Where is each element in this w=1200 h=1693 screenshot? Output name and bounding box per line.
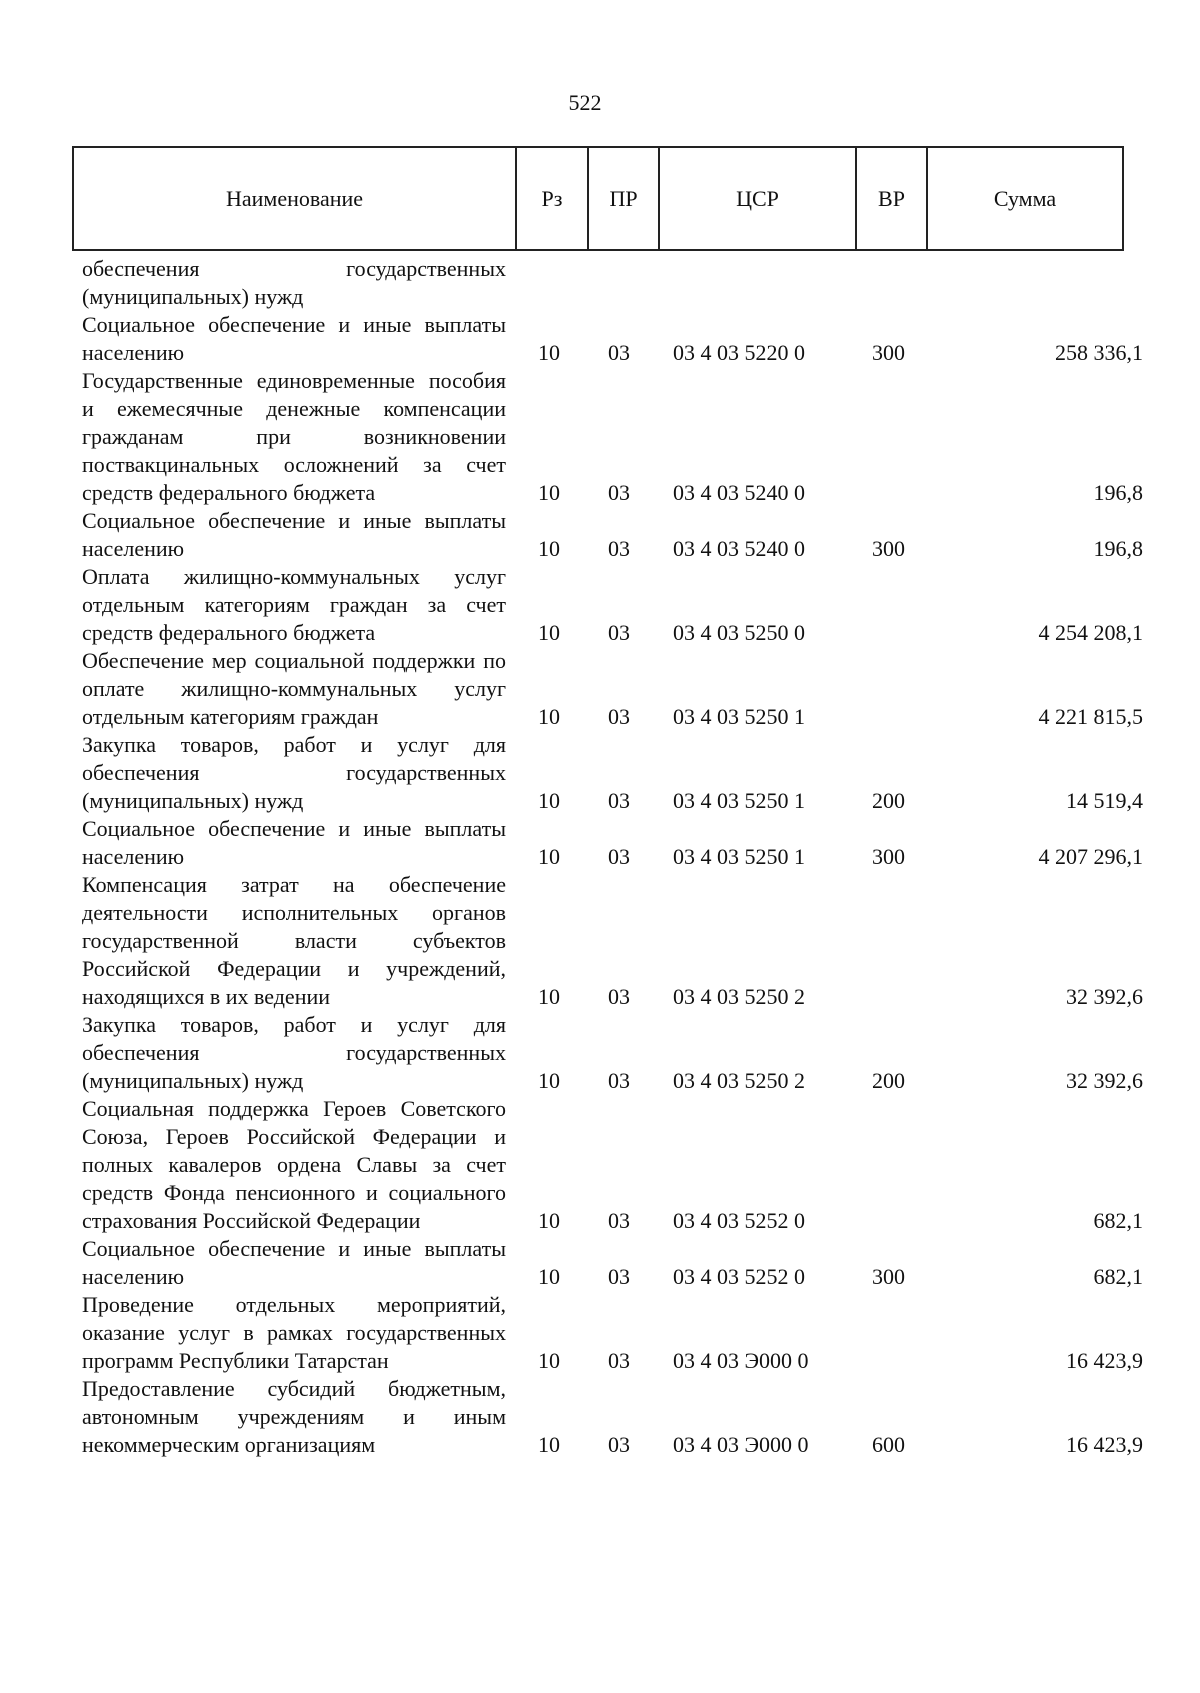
row-pr: 03 <box>608 620 630 645</box>
row-csr: 03 4 03 5250 2 <box>673 1068 805 1093</box>
row-sum: 4 221 815,5 <box>1038 704 1143 729</box>
row-sum: 14 519,4 <box>1066 788 1143 813</box>
row-name: Предоставление субсидий бюджетным, автономным учреждениям и иным некоммерческим организациям <box>82 1376 506 1457</box>
table-row <box>0 507 1200 563</box>
table-row <box>0 563 1200 647</box>
table-row <box>0 1095 1200 1235</box>
row-rz: 10 <box>538 1068 560 1093</box>
row-vr: 200 <box>872 1068 905 1093</box>
row-name: Закупка товаров, работ и услуг для обеспечения государственных (муниципальных) нужд <box>82 1012 506 1093</box>
row-pr: 03 <box>608 480 630 505</box>
table-row <box>0 815 1200 871</box>
row-sum: 196,8 <box>1093 536 1143 561</box>
row-sum: 682,1 <box>1093 1208 1143 1233</box>
row-rz: 10 <box>538 480 560 505</box>
row-rz: 10 <box>538 1348 560 1373</box>
header-sum: Сумма <box>993 185 1057 211</box>
row-pr: 03 <box>608 788 630 813</box>
row-sum: 32 392,6 <box>1066 984 1143 1009</box>
row-pr: 03 <box>608 1432 630 1457</box>
table-row <box>0 1011 1200 1095</box>
row-rz: 10 <box>538 1208 560 1233</box>
table-row <box>0 1291 1200 1375</box>
row-sum: 196,8 <box>1093 480 1143 505</box>
header-pr: ПР <box>589 148 660 249</box>
table-row <box>0 1235 1200 1291</box>
header-vr: ВР <box>857 148 928 249</box>
row-vr: 300 <box>872 844 905 869</box>
row-csr: 03 4 03 5250 1 <box>673 844 805 869</box>
table-row <box>0 647 1200 731</box>
row-csr: 03 4 03 Э000 0 <box>673 1432 809 1457</box>
table-row <box>0 311 1200 367</box>
table-row <box>0 731 1200 815</box>
row-csr: 03 4 03 Э000 0 <box>673 1348 809 1373</box>
row-name: Социальная поддержка Героев Советского Союза, Героев Российской Федерации и полных кавалеров ордена Славы за счет средств Фонда пенсионного и социального страхования Российской Федерации <box>82 1096 506 1233</box>
row-csr: 03 4 03 5240 0 <box>673 536 805 561</box>
row-rz: 10 <box>538 1264 560 1289</box>
header-rz: Рз <box>517 148 589 249</box>
row-sum: 4 254 208,1 <box>1038 620 1143 645</box>
row-csr: 03 4 03 5250 2 <box>673 984 805 1009</box>
row-name: Социальное обеспечение и иные выплаты населению <box>82 816 506 869</box>
row-sum: 4 207 296,1 <box>1038 844 1143 869</box>
row-rz: 10 <box>538 704 560 729</box>
table-body <box>0 255 1200 1459</box>
row-name: Социальное обеспечение и иные выплаты населению <box>82 1236 506 1289</box>
row-sum: 16 423,9 <box>1066 1348 1143 1373</box>
row-name: Проведение отдельных мероприятий, оказание услуг в рамках государственных программ Республики Татарстан <box>82 1292 506 1373</box>
row-csr: 03 4 03 5250 1 <box>673 788 805 813</box>
row-csr: 03 4 03 5250 1 <box>673 704 805 729</box>
row-pr: 03 <box>608 704 630 729</box>
row-vr: 300 <box>872 536 905 561</box>
row-name: Закупка товаров, работ и услуг для обеспечения государственных (муниципальных) нужд <box>82 732 506 813</box>
row-rz: 10 <box>538 788 560 813</box>
row-pr: 03 <box>608 1264 630 1289</box>
row-vr: 600 <box>872 1432 905 1457</box>
row-pr: 03 <box>608 844 630 869</box>
row-rz: 10 <box>538 536 560 561</box>
row-pr: 03 <box>608 536 630 561</box>
row-rz: 10 <box>538 620 560 645</box>
row-rz: 10 <box>538 844 560 869</box>
row-pr: 03 <box>608 1068 630 1093</box>
row-pr: 03 <box>608 1208 630 1233</box>
row-rz: 10 <box>538 340 560 365</box>
row-csr: 03 4 03 5252 0 <box>673 1208 805 1233</box>
table-row <box>0 1375 1200 1459</box>
row-csr: 03 4 03 5240 0 <box>673 480 805 505</box>
row-name: Компенсация затрат на обеспечение деятельности исполнительных органов государственной власти субъектов Российской Федерации и учреждений, находящихся в их ведении <box>82 872 506 1009</box>
row-vr: 200 <box>872 788 905 813</box>
row-sum: 16 423,9 <box>1066 1432 1143 1457</box>
row-name: обеспечения государственных (муниципальных) нужд <box>82 256 506 309</box>
row-sum: 32 392,6 <box>1066 1068 1143 1093</box>
table-row <box>0 367 1200 507</box>
row-csr: 03 4 03 5220 0 <box>673 340 805 365</box>
row-name: Государственные единовременные пособия и ежемесячные денежные компенсации гражданам при возникновении поствакцинальных осложнений за счет средств федерального бюджета <box>82 368 506 505</box>
header-csr: ЦСР <box>660 148 857 249</box>
row-name: Социальное обеспечение и иные выплаты населению <box>82 508 506 561</box>
row-sum: 258 336,1 <box>1055 340 1143 365</box>
row-rz: 10 <box>538 984 560 1009</box>
table-header <box>72 146 1124 251</box>
row-pr: 03 <box>608 340 630 365</box>
header-name: Наименование <box>74 148 517 249</box>
table-row <box>0 871 1200 1011</box>
table-row <box>0 255 1200 311</box>
row-name: Обеспечение мер социальной поддержки по оплате жилищно-коммунальных услуг отдельным категориям граждан <box>82 648 506 729</box>
row-vr: 300 <box>872 340 905 365</box>
page-number: 522 <box>568 90 602 115</box>
row-sum: 682,1 <box>1093 1264 1143 1289</box>
row-csr: 03 4 03 5252 0 <box>673 1264 805 1289</box>
row-vr: 300 <box>872 1264 905 1289</box>
row-pr: 03 <box>608 1348 630 1373</box>
row-csr: 03 4 03 5250 0 <box>673 620 805 645</box>
row-rz: 10 <box>538 1432 560 1457</box>
row-name: Социальное обеспечение и иные выплаты населению <box>82 312 506 365</box>
row-name: Оплата жилищно-коммунальных услуг отдельным категориям граждан за счет средств федерального бюджета <box>82 564 506 645</box>
row-pr: 03 <box>608 984 630 1009</box>
